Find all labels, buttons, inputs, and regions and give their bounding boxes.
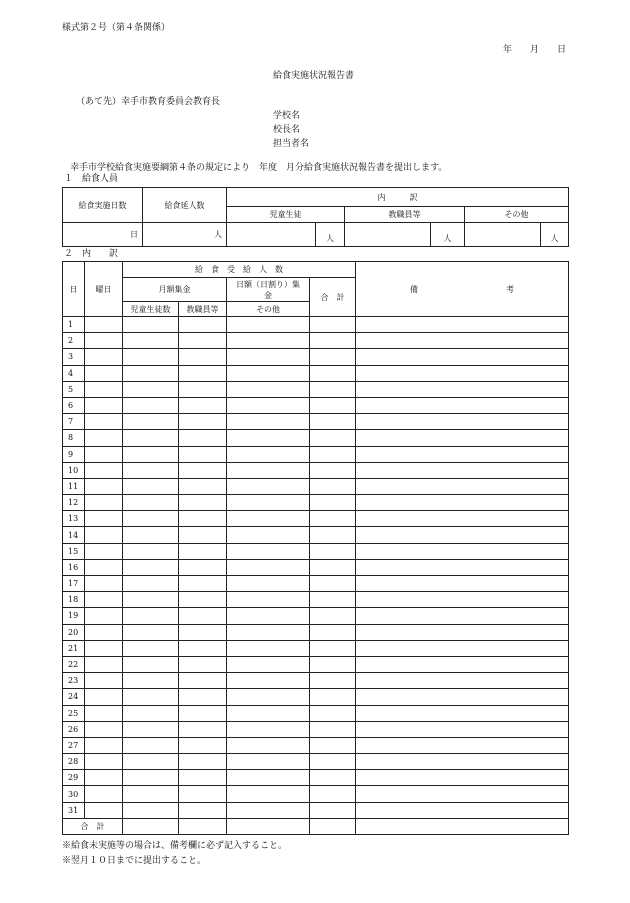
students-cell[interactable] — [123, 365, 179, 381]
other-cell[interactable] — [227, 430, 310, 446]
day-number: 27 — [63, 737, 85, 753]
staff-cell[interactable] — [179, 608, 227, 624]
day-number: 16 — [63, 559, 85, 575]
weekday-cell[interactable] — [85, 543, 123, 559]
sum-cell[interactable] — [310, 737, 356, 753]
other-header: その他 — [465, 207, 569, 223]
sum-cell[interactable] — [310, 462, 356, 478]
other-cell[interactable] — [227, 737, 310, 753]
other-cell[interactable] — [227, 721, 310, 737]
day-number: 20 — [63, 624, 85, 640]
sum-cell[interactable] — [310, 802, 356, 818]
other-count-cell[interactable] — [465, 223, 541, 247]
staff-cell[interactable] — [179, 559, 227, 575]
staff-cell[interactable] — [179, 397, 227, 413]
other-cell[interactable] — [227, 495, 310, 511]
form-number: 様式第２号（第４条関係） — [62, 23, 171, 33]
day-number: 7 — [63, 414, 85, 430]
other-unit: 人 — [541, 223, 569, 247]
table-row — [63, 592, 569, 608]
weekday-cell[interactable] — [85, 365, 123, 381]
table-row — [63, 333, 569, 349]
students-header: 児童生徒 — [227, 207, 345, 223]
remarks-cell[interactable] — [356, 397, 569, 413]
students-count-cell[interactable] — [227, 223, 316, 247]
total-other-cell[interactable] — [227, 818, 310, 834]
section2-heading: ２ 内 訳 — [64, 249, 119, 259]
remarks-cell[interactable] — [356, 802, 569, 818]
students-cell[interactable] — [123, 317, 179, 333]
other-cell[interactable] — [227, 770, 310, 786]
day-rows — [63, 317, 569, 819]
day-number: 25 — [63, 705, 85, 721]
day-number: 12 — [63, 495, 85, 511]
remarks-cell[interactable] — [356, 786, 569, 802]
remarks-cell[interactable] — [356, 478, 569, 494]
day-number: 21 — [63, 640, 85, 656]
weekday-cell[interactable] — [85, 317, 123, 333]
students-cell[interactable] — [123, 543, 179, 559]
staff-cell[interactable] — [179, 381, 227, 397]
sum-cell[interactable] — [310, 446, 356, 462]
remarks-cell[interactable] — [356, 592, 569, 608]
remarks-cell[interactable] — [356, 414, 569, 430]
remarks-cell[interactable] — [356, 721, 569, 737]
other-cell[interactable] — [227, 559, 310, 575]
other-cell[interactable] — [227, 689, 310, 705]
other-cell[interactable] — [227, 673, 310, 689]
weekday-cell[interactable] — [85, 397, 123, 413]
total-persons-header: 給食延人数 — [143, 188, 227, 223]
other-cell[interactable] — [227, 576, 310, 592]
remarks-cell[interactable] — [356, 559, 569, 575]
total-students-cell[interactable] — [123, 818, 179, 834]
day-number: 2 — [63, 333, 85, 349]
staff-header: 教職員等 — [345, 207, 465, 223]
sum-cell[interactable] — [310, 754, 356, 770]
total-persons-cell[interactable] — [143, 223, 227, 247]
weekday-cell[interactable] — [85, 559, 123, 575]
sum-cell[interactable] — [310, 317, 356, 333]
other-cell[interactable] — [227, 527, 310, 543]
staff-cell[interactable] — [179, 640, 227, 656]
other-cell[interactable] — [227, 656, 310, 672]
students-count-header: 児童生徒数 — [123, 302, 179, 317]
other-count-header: その他 — [227, 302, 310, 317]
day-header: 日 — [63, 262, 85, 317]
sum-cell[interactable] — [310, 705, 356, 721]
remarks-cell[interactable] — [356, 349, 569, 365]
remarks-cell[interactable] — [356, 754, 569, 770]
staff-cell[interactable] — [179, 349, 227, 365]
day-number: 14 — [63, 527, 85, 543]
day-number: 5 — [63, 381, 85, 397]
day-number: 23 — [63, 673, 85, 689]
other-cell[interactable] — [227, 365, 310, 381]
table-row — [63, 624, 569, 640]
remarks-cell[interactable] — [356, 576, 569, 592]
students-cell[interactable] — [123, 770, 179, 786]
other-cell[interactable] — [227, 592, 310, 608]
students-cell[interactable] — [123, 608, 179, 624]
weekday-cell[interactable] — [85, 721, 123, 737]
remarks-header: 備 考 — [356, 262, 569, 317]
day-number: 28 — [63, 754, 85, 770]
students-cell[interactable] — [123, 478, 179, 494]
table-row — [63, 317, 569, 333]
other-cell[interactable] — [227, 349, 310, 365]
weekday-cell[interactable] — [85, 624, 123, 640]
recipients-header: 給 食 受 給 人 数 — [123, 262, 356, 278]
day-number: 11 — [63, 478, 85, 494]
table-row — [63, 527, 569, 543]
sum-cell[interactable] — [310, 478, 356, 494]
principal-name-label: 校長名 — [273, 125, 301, 135]
table-row — [63, 430, 569, 446]
weekday-cell[interactable] — [85, 689, 123, 705]
sum-cell[interactable] — [310, 511, 356, 527]
sum-cell[interactable] — [310, 495, 356, 511]
weekday-cell[interactable] — [85, 737, 123, 753]
other-cell[interactable] — [227, 446, 310, 462]
sum-cell[interactable] — [310, 592, 356, 608]
total-remarks-cell[interactable] — [356, 818, 569, 834]
staff-cell[interactable] — [179, 365, 227, 381]
remarks-cell[interactable] — [356, 333, 569, 349]
other-cell[interactable] — [227, 754, 310, 770]
sum-cell[interactable] — [310, 721, 356, 737]
other-cell[interactable] — [227, 786, 310, 802]
day-number: 1 — [63, 317, 85, 333]
sum-cell[interactable] — [310, 786, 356, 802]
day-number: 6 — [63, 397, 85, 413]
sum-cell[interactable] — [310, 608, 356, 624]
day-number: 4 — [63, 365, 85, 381]
remarks-cell[interactable] — [356, 705, 569, 721]
remarks-cell[interactable] — [356, 608, 569, 624]
students-cell[interactable] — [123, 349, 179, 365]
day-number: 29 — [63, 770, 85, 786]
students-cell[interactable] — [123, 786, 179, 802]
weekday-cell[interactable] — [85, 592, 123, 608]
staff-cell[interactable] — [179, 802, 227, 818]
day-number: 17 — [63, 576, 85, 592]
sum-cell[interactable] — [310, 543, 356, 559]
weekday-cell[interactable] — [85, 511, 123, 527]
weekday-cell[interactable] — [85, 656, 123, 672]
day-number: 9 — [63, 446, 85, 462]
meal-personnel-table — [62, 187, 569, 247]
table-row — [63, 608, 569, 624]
other-cell[interactable] — [227, 333, 310, 349]
staff-cell[interactable] — [179, 478, 227, 494]
table-row — [63, 754, 569, 770]
sum-cell[interactable] — [310, 349, 356, 365]
staff-cell[interactable] — [179, 689, 227, 705]
day-number: 3 — [63, 349, 85, 365]
other-cell[interactable] — [227, 543, 310, 559]
table-row — [63, 511, 569, 527]
students-unit: 人 — [316, 223, 345, 247]
day-number: 26 — [63, 721, 85, 737]
staff-cell[interactable] — [179, 705, 227, 721]
table-row — [63, 349, 569, 365]
note-deadline: ※翌月１０日までに提出すること。 — [62, 856, 207, 866]
remarks-cell[interactable] — [356, 446, 569, 462]
other-cell[interactable] — [227, 802, 310, 818]
unit-day: 日 — [130, 230, 138, 239]
day-number: 18 — [63, 592, 85, 608]
students-cell[interactable] — [123, 397, 179, 413]
day-number: 24 — [63, 689, 85, 705]
table-row — [63, 446, 569, 462]
staff-cell[interactable] — [179, 495, 227, 511]
unit-person: 人 — [214, 230, 222, 239]
staff-cell[interactable] — [179, 721, 227, 737]
date-line: 年 月 日 — [503, 45, 567, 55]
remarks-cell[interactable] — [356, 640, 569, 656]
sum-cell[interactable] — [310, 414, 356, 430]
day-number: 10 — [63, 462, 85, 478]
remarks-cell[interactable] — [356, 462, 569, 478]
total-staff-cell[interactable] — [179, 818, 227, 834]
table-row — [63, 689, 569, 705]
table-row — [63, 397, 569, 413]
remarks-cell[interactable] — [356, 511, 569, 527]
students-cell[interactable] — [123, 656, 179, 672]
daily-breakdown-table — [62, 261, 569, 835]
table-row — [63, 656, 569, 672]
other-cell[interactable] — [227, 381, 310, 397]
sum-cell[interactable] — [310, 576, 356, 592]
weekday-cell[interactable] — [85, 527, 123, 543]
students-cell[interactable] — [123, 673, 179, 689]
remarks-cell[interactable] — [356, 689, 569, 705]
sum-cell[interactable] — [310, 673, 356, 689]
remarks-cell[interactable] — [356, 737, 569, 753]
other-cell[interactable] — [227, 317, 310, 333]
table-row — [63, 705, 569, 721]
table-row — [63, 576, 569, 592]
weekday-cell[interactable] — [85, 462, 123, 478]
recipients-total-header: 合 計 — [310, 278, 356, 317]
sum-cell[interactable] — [310, 656, 356, 672]
day-number: 8 — [63, 430, 85, 446]
staff-cell[interactable] — [179, 414, 227, 430]
students-cell[interactable] — [123, 624, 179, 640]
students-cell[interactable] — [123, 640, 179, 656]
students-cell[interactable] — [123, 381, 179, 397]
table-row — [63, 495, 569, 511]
table-row — [63, 462, 569, 478]
remarks-cell[interactable] — [356, 381, 569, 397]
staff-cell[interactable] — [179, 333, 227, 349]
weekday-cell[interactable] — [85, 608, 123, 624]
table-row — [63, 381, 569, 397]
staff-count-cell[interactable] — [345, 223, 431, 247]
sum-cell[interactable] — [310, 770, 356, 786]
staff-cell[interactable] — [179, 737, 227, 753]
sum-cell[interactable] — [310, 397, 356, 413]
sum-cell[interactable] — [310, 624, 356, 640]
students-cell[interactable] — [123, 414, 179, 430]
students-cell[interactable] — [123, 527, 179, 543]
remarks-cell[interactable] — [356, 430, 569, 446]
staff-cell[interactable] — [179, 624, 227, 640]
note-remarks: ※給食未実施等の場合は、備考欄に必ず記入すること。 — [62, 841, 288, 851]
day-number: 31 — [63, 802, 85, 818]
weekday-cell[interactable] — [85, 381, 123, 397]
other-cell[interactable] — [227, 397, 310, 413]
remarks-cell[interactable] — [356, 495, 569, 511]
remarks-cell[interactable] — [356, 543, 569, 559]
students-cell[interactable] — [123, 430, 179, 446]
grand-total-label: 合 計 — [63, 818, 123, 834]
staff-cell[interactable] — [179, 430, 227, 446]
day-number: 19 — [63, 608, 85, 624]
other-cell[interactable] — [227, 414, 310, 430]
submission-statement: 幸手市学校給食実施要綱第４条の規定により 年度 月分給食実施状況報告書を提出します。 — [70, 163, 448, 173]
staff-cell[interactable] — [179, 527, 227, 543]
table-row — [63, 737, 569, 753]
sum-cell[interactable] — [310, 640, 356, 656]
students-cell[interactable] — [123, 446, 179, 462]
other-cell[interactable] — [227, 478, 310, 494]
day-number: 30 — [63, 786, 85, 802]
students-cell[interactable] — [123, 754, 179, 770]
remarks-cell[interactable] — [356, 624, 569, 640]
weekday-cell[interactable] — [85, 802, 123, 818]
students-cell[interactable] — [123, 737, 179, 753]
sum-cell[interactable] — [310, 365, 356, 381]
other-cell[interactable] — [227, 608, 310, 624]
other-cell[interactable] — [227, 462, 310, 478]
table-row — [63, 786, 569, 802]
students-cell[interactable] — [123, 802, 179, 818]
sum-cell[interactable] — [310, 689, 356, 705]
weekday-cell[interactable] — [85, 446, 123, 462]
staff-cell[interactable] — [179, 511, 227, 527]
remarks-cell[interactable] — [356, 317, 569, 333]
weekday-cell[interactable] — [85, 414, 123, 430]
weekday-cell[interactable] — [85, 333, 123, 349]
daily-collection-header: 日額（日割り）集金 — [227, 278, 310, 302]
table-row — [63, 802, 569, 818]
weekday-cell[interactable] — [85, 349, 123, 365]
students-cell[interactable] — [123, 511, 179, 527]
document-title: 給食実施状況報告書 — [273, 71, 355, 81]
staff-cell[interactable] — [179, 786, 227, 802]
students-cell[interactable] — [123, 576, 179, 592]
school-name-label: 学校名 — [273, 111, 301, 121]
weekday-cell[interactable] — [85, 754, 123, 770]
table-row — [63, 543, 569, 559]
section1-heading: １ 給食人員 — [64, 174, 119, 184]
staff-cell[interactable] — [179, 770, 227, 786]
sum-cell[interactable] — [310, 559, 356, 575]
monthly-collection-header: 月額集金 — [123, 278, 227, 302]
day-number: 13 — [63, 511, 85, 527]
remarks-cell[interactable] — [356, 527, 569, 543]
total-sum-cell[interactable] — [310, 818, 356, 834]
person-in-charge-label: 担当者名 — [273, 139, 310, 149]
staff-cell[interactable] — [179, 673, 227, 689]
table-row — [63, 770, 569, 786]
staff-cell[interactable] — [179, 446, 227, 462]
staff-cell[interactable] — [179, 576, 227, 592]
weekday-cell[interactable] — [85, 705, 123, 721]
addressee: （あて先）幸手市教育委員会教育長 — [76, 97, 221, 107]
weekday-cell[interactable] — [85, 478, 123, 494]
students-cell[interactable] — [123, 559, 179, 575]
day-number: 15 — [63, 543, 85, 559]
table-row — [63, 640, 569, 656]
other-cell[interactable] — [227, 705, 310, 721]
students-cell[interactable] — [123, 705, 179, 721]
staff-cell[interactable] — [179, 656, 227, 672]
sum-cell[interactable] — [310, 527, 356, 543]
weekday-cell[interactable] — [85, 495, 123, 511]
table-row — [63, 721, 569, 737]
staff-cell[interactable] — [179, 462, 227, 478]
table-row — [63, 559, 569, 575]
other-cell[interactable] — [227, 511, 310, 527]
students-cell[interactable] — [123, 462, 179, 478]
staff-cell[interactable] — [179, 543, 227, 559]
staff-count-header: 教職員等 — [179, 302, 227, 317]
breakdown-header: 内 訳 — [227, 188, 569, 207]
students-cell[interactable] — [123, 592, 179, 608]
students-cell[interactable] — [123, 495, 179, 511]
remarks-cell[interactable] — [356, 365, 569, 381]
sum-cell[interactable] — [310, 381, 356, 397]
students-cell[interactable] — [123, 333, 179, 349]
table-row — [63, 365, 569, 381]
weekday-cell[interactable] — [85, 640, 123, 656]
weekday-header: 曜日 — [85, 262, 123, 317]
weekday-cell[interactable] — [85, 673, 123, 689]
sum-cell[interactable] — [310, 333, 356, 349]
day-number: 22 — [63, 656, 85, 672]
staff-unit: 人 — [431, 223, 465, 247]
remarks-cell[interactable] — [356, 656, 569, 672]
meal-days-cell[interactable] — [63, 223, 143, 247]
weekday-cell[interactable] — [85, 430, 123, 446]
table-row — [63, 673, 569, 689]
students-cell[interactable] — [123, 689, 179, 705]
students-cell[interactable] — [123, 721, 179, 737]
sum-cell[interactable] — [310, 430, 356, 446]
weekday-cell[interactable] — [85, 770, 123, 786]
table-row — [63, 478, 569, 494]
weekday-cell[interactable] — [85, 576, 123, 592]
staff-cell[interactable] — [179, 754, 227, 770]
weekday-cell[interactable] — [85, 786, 123, 802]
remarks-cell[interactable] — [356, 673, 569, 689]
other-cell[interactable] — [227, 624, 310, 640]
staff-cell[interactable] — [179, 317, 227, 333]
table-row — [63, 414, 569, 430]
staff-cell[interactable] — [179, 592, 227, 608]
remarks-cell[interactable] — [356, 770, 569, 786]
meal-days-header: 給食実施日数 — [63, 188, 143, 223]
other-cell[interactable] — [227, 640, 310, 656]
